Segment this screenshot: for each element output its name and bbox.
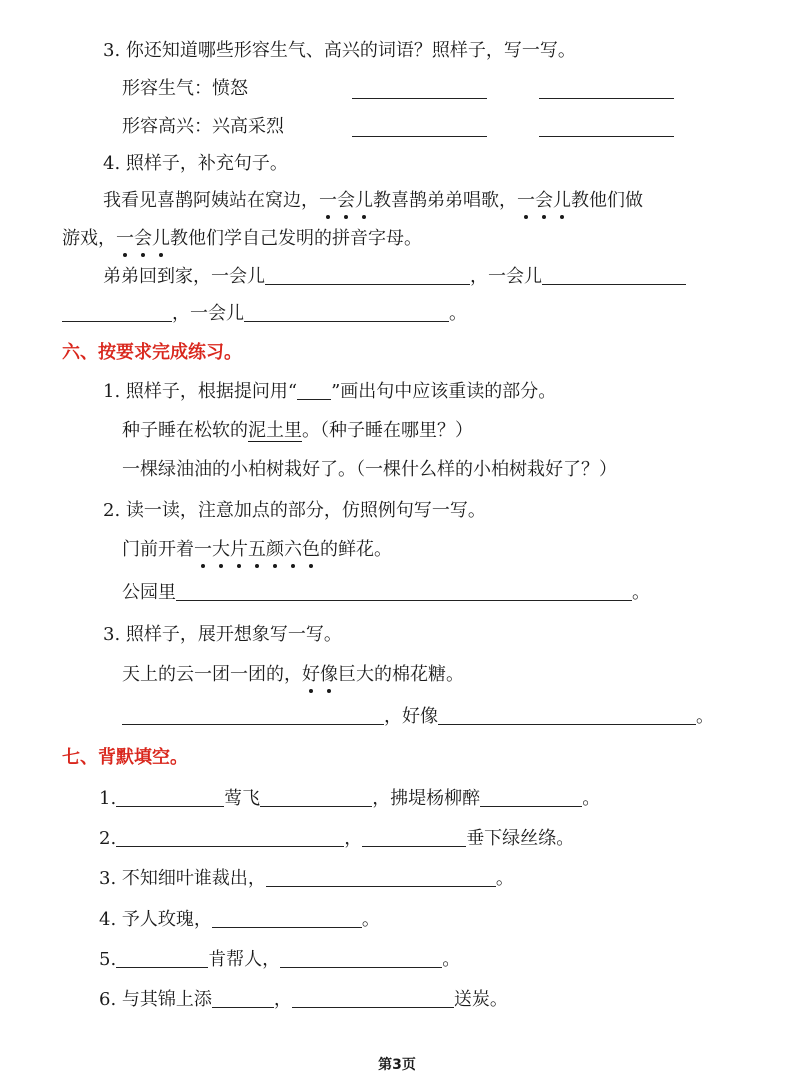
q5-3-row-angry: 形容生气：愤怒: [122, 78, 248, 99]
q5-3-row-happy: 形容高兴：兴高采烈: [122, 116, 284, 137]
answer-blank[interactable]: [122, 706, 384, 725]
answer-blank[interactable]: [116, 788, 224, 807]
s7-line-6: 6. 与其锦上添 ， 送炭。: [99, 989, 508, 1010]
s7-line-5: 5. 肯帮人， 。: [99, 949, 461, 970]
answer-blank[interactable]: [280, 949, 442, 968]
q6-2-prompt: 2. 读一读，注意加点的部分，仿照例句写一写。: [103, 500, 486, 521]
q5-4-example-line1: 我看见喜鹊阿姨站在窝边，一会儿教喜鹊弟弟唱歌，一会儿教他们做: [103, 190, 643, 211]
answer-blank[interactable]: [266, 868, 496, 887]
q6-3-fill: ，好像 。: [122, 706, 714, 728]
answer-blank[interactable]: [260, 788, 372, 807]
answer-blank[interactable]: [265, 266, 470, 285]
q6-3-example: 天上的云一团一团的，好像巨大的棉花糖。: [122, 664, 464, 685]
s7-line-3: 3. 不知细叶谁裁出， 。: [99, 868, 514, 889]
page-number: 第3页: [378, 1057, 416, 1073]
answer-blank[interactable]: [539, 80, 674, 102]
q6-1-prompt: 1. 照样子，根据提问用“ ”画出句中应该重读的部分。: [103, 381, 557, 402]
answer-blank[interactable]: [212, 989, 274, 1008]
q5-4-prompt: 4. 照样子，补充句子。: [103, 153, 288, 174]
s7-line-1: 1. 莺飞 ，拂堤杨柳醉 。: [99, 788, 601, 809]
q5-4-fill-line2: ，一会儿 。: [62, 303, 467, 325]
s7-line-2: 2. ， 垂下绿丝绦。: [99, 828, 575, 849]
answer-blank[interactable]: [539, 118, 674, 140]
q6-1-example: 种子睡在松软的泥土里。（种子睡在哪里？）: [122, 420, 473, 441]
answer-blank[interactable]: [116, 828, 344, 847]
q5-4-example-line2: 游戏，一会儿教他们学自己发明的拼音字母。: [62, 228, 422, 249]
answer-blank[interactable]: [438, 706, 696, 725]
q5-4-fill-line1: 弟弟回到家，一会儿 ，一会儿: [103, 266, 686, 288]
q6-2-example: 门前开着一大片五颜六色的鲜花。: [122, 539, 392, 560]
answer-blank[interactable]: [352, 80, 487, 102]
answer-blank[interactable]: [244, 303, 449, 322]
answer-blank[interactable]: [292, 989, 454, 1008]
answer-blank[interactable]: [352, 118, 487, 140]
q5-3-prompt: 3. 你还知道哪些形容生气、高兴的词语？照样子，写一写。: [103, 40, 576, 61]
answer-blank[interactable]: [116, 949, 208, 968]
section-6-heading: 六、按要求完成练习。: [62, 342, 242, 363]
answer-blank[interactable]: [362, 828, 466, 847]
q6-3-prompt: 3. 照样子，展开想象写一写。: [103, 624, 342, 645]
section-7-heading: 七、背默填空。: [62, 747, 188, 768]
q6-1-task: 一棵绿油油的小柏树栽好了。（一棵什么样的小柏树栽好了？）: [122, 459, 617, 480]
answer-blank[interactable]: [480, 788, 582, 807]
answer-blank[interactable]: [542, 266, 686, 285]
answer-blank[interactable]: [62, 303, 172, 322]
answer-blank[interactable]: [212, 909, 362, 928]
answer-blank[interactable]: [176, 582, 632, 601]
s7-line-4: 4. 予人玫瑰， 。: [99, 909, 380, 930]
q6-2-fill: 公园里 。: [122, 582, 650, 603]
